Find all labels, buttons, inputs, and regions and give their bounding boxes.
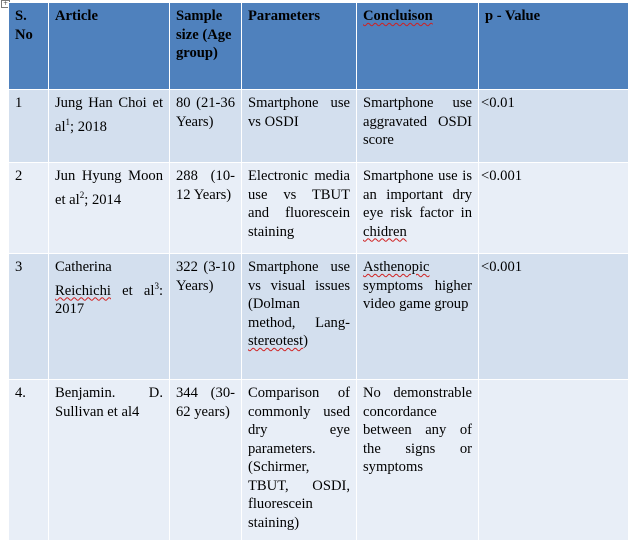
- cell-sample: 288 (10-12 Years): [170, 163, 242, 254]
- header-parameters: Parameters: [242, 3, 357, 90]
- table-row: [9, 254, 629, 380]
- cell-pvalue: <0.001: [479, 254, 629, 380]
- cell-sno: 3: [9, 254, 49, 380]
- cell-parameters: Smartphone use vs OSDI: [242, 90, 357, 163]
- cell-sample: 344 (30-62 years): [170, 380, 242, 541]
- cell-pvalue: [479, 380, 629, 541]
- table-row: [9, 380, 629, 541]
- cell-parameters: Comparison of commonly used dry eye parameters. (Schirmer, TBUT, OSDI, fluorescein staining): [242, 380, 357, 541]
- cell-sno: 2: [9, 163, 49, 254]
- header-row: [9, 3, 629, 90]
- table-row: [9, 163, 629, 254]
- header-pvalue: p - Value: [479, 3, 629, 90]
- cell-article: Jung Han Choi et $al^1$; 2018: [49, 90, 170, 163]
- cell-pvalue: <0.01: [479, 90, 629, 163]
- cell-article: Catherina Reichichi et $al^3$: 2017: [49, 254, 170, 380]
- table-anchor-icon[interactable]: +: [2, 0, 9, 7]
- cell-conclusion: Asthenopic symptoms higher video game group: [357, 254, 479, 380]
- header-article: Article: [49, 3, 170, 90]
- cell-conclusion: Smartphone use aggravated OSDI score: [357, 90, 479, 163]
- table-row: [9, 90, 629, 163]
- cell-conclusion: Smartphone use is an important dry eye risk factor in chidren: [357, 163, 479, 254]
- cell-sample: 322 (3-10 Years): [170, 254, 242, 380]
- studies-table: [8, 2, 629, 541]
- cell-parameters: Electronic media use vs TBUT and fluorescein staining: [242, 163, 357, 254]
- cell-conclusion: No demonstrable concordance between any of the signs or symptoms: [357, 380, 479, 541]
- cell-sample: 80 (21-36 Years): [170, 90, 242, 163]
- header-conclusion: Concluison: [357, 3, 479, 90]
- header-sample: Sample size (Age group): [170, 3, 242, 90]
- cell-article: Jun Hyung Moon et $al^2$; 2014: [49, 163, 170, 254]
- cell-parameters: Smartphone use vs visual issues (Dolman method, Lang-stereotest): [242, 254, 357, 380]
- cell-article: Benjamin. D. Sullivan et al4: [49, 380, 170, 541]
- cell-pvalue: <0.001: [479, 163, 629, 254]
- cell-sno: 1: [9, 90, 49, 163]
- header-sno: S. No: [9, 3, 49, 90]
- cell-sno: 4.: [9, 380, 49, 541]
